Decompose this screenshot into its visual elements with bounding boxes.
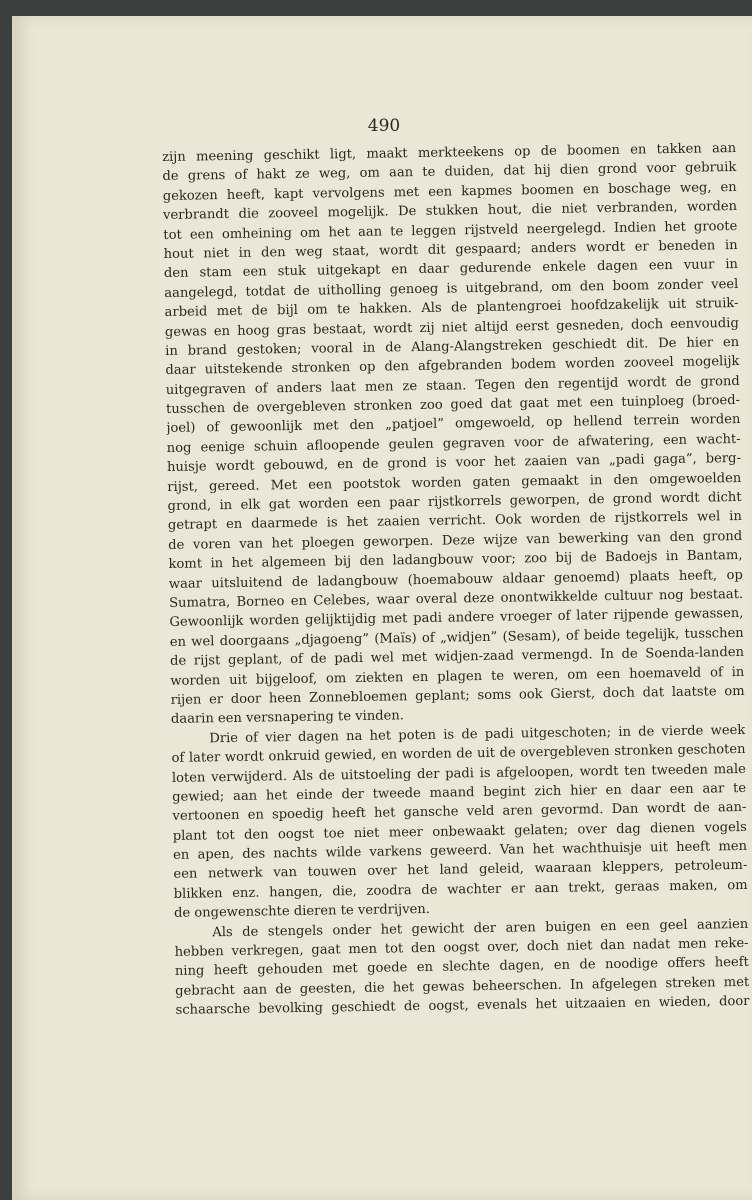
text-line: of later wordt onkruid gewied, en worden de uit de overgebleven stronken geschoten: [171, 742, 746, 767]
text-line: en apen, des nachts wilde varkens geweerd. Van het wachthuisje uit heeft men: [172, 838, 748, 863]
book-page: [12, 16, 752, 1200]
text-line: nog eenige schuin afloopende geulen gegraven voor de afwatering, een wacht-: [166, 431, 741, 456]
text-line: de voren van het ploegen geworpen. Deze wijze van bewerking van den grond: [168, 528, 743, 553]
text-line: zijn meening geschikt ligt, maakt merkteekens op de boomen en takken aan: [162, 140, 737, 165]
text-line: waar uitsluitend de ladangbouw (hoemabouw aldaar genoemd) plaats heeft, op: [168, 567, 743, 592]
text-line: daar uitstekende stronken op den afgebranden bodem worden zooveel mogelijk: [165, 354, 740, 379]
text-line: arbeid met de bijl om te hakken. Als de plantengroei hoofdzakelijk uit struik-: [164, 296, 739, 321]
text-line: daarin een versnapering te vinden.: [170, 708, 405, 728]
text-line: blikken enz. hangen, die, zoodra de wachter er aan trekt, geraas maken, om: [173, 877, 748, 902]
text-line: en wel doorgaans „djagoeng” (Maïs) of „widjen” (Sesam), of beide tegelijk, tusschen: [169, 625, 744, 650]
text-line: schaarsche bevolking geschiedt de oogst, evenals het uitzaaien en wieden, door: [175, 994, 750, 1019]
text-line: tot een omheining om het aan te leggen rijstveld neergelegd. Indien het groote: [163, 218, 738, 243]
text-line: plant tot den oogst toe niet meer onbewaakt gelaten; over dag dienen vogels: [172, 819, 747, 844]
text-line: gewied; aan het einde der tweede maand begint zich hier en daar een aar te: [172, 780, 747, 805]
text-line: Als de stengels onder het gewicht der aren buigen en een geel aanzien: [212, 916, 749, 940]
text-line: gewas en hoog gras bestaat, wordt zij niet altijd eerst gesneden, doch eenvoudig: [164, 315, 739, 340]
text-line: de ongewenschte dieren te verdrijven.: [173, 902, 431, 922]
text-line: in brand gestoken; vooral in de Alang-Alangstreken geschiedt dit. De hier en: [165, 334, 740, 359]
text-line: worden uit bijgeloof, om ziekten en plagen te weren, om een hoemaveld of in: [170, 664, 745, 689]
text-line: Gewoonlijk worden gelijktijdig met padi andere vroeger of later rijpende gewassen,: [169, 606, 744, 631]
text-line: verbrandt die zooveel mogelijk. De stukken hout, die niet verbranden, worden: [162, 199, 738, 224]
text-line: hebben verkregen, gaat men tot den oogst over, doch niet dan nadat men reke-: [174, 935, 749, 960]
text-line: getrapt en daarmede is het zaaien verricht. Ook worden de rijstkorrels wel in: [167, 509, 742, 534]
text-line: joel) of gewoonlijk met den „patjoel” omgewoeld, op hellend terrein worden: [166, 412, 741, 437]
text-line: huisje wordt gebouwd, en de grond is voor het zaaien van „padi gaga”, berg-: [166, 451, 742, 476]
text-line: vertoonen en spoedig heeft het gansche veld aren gevormd. Dan wordt de aan-: [172, 800, 747, 825]
text-line: rijen er door heen Zonnebloemen geplant; soms ook Gierst, doch dat laatste om: [170, 683, 745, 708]
text-line: een netwerk van touwen over het land geleid, waaraan kleppers, petroleum-: [173, 858, 748, 883]
text-line: tusschen de overgebleven stronken zoo goed dat gaat met een tuinploeg (broed-: [165, 393, 741, 418]
text-line: hout niet in den weg staat, wordt dit gespaard; anders wordt er beneden in: [163, 237, 738, 262]
page-number: 490: [367, 116, 401, 136]
text-line: Drie of vier dagen na het poten is de padi uitgeschoten; in de vierde week: [209, 722, 746, 747]
text-line: komt in het algemeen bij den ladangbouw voor; zoo bij de Badoejs in Bantam,: [168, 548, 743, 573]
text-line: gebracht aan de geesten, die het gewas beheerschen. In afgelegen streken met: [175, 974, 750, 999]
text-line: Sumatra, Borneo en Celebes, waar overal deze onontwikkelde cultuur nog bestaat.: [169, 586, 744, 611]
text-line: ning heeft gehouden met goede en slechte dagen, en de noodige offers heeft: [174, 955, 749, 980]
text-line: uitgegraven of anders laat men ze staan. Tegen den regentijd wordt de grond: [165, 373, 740, 398]
text-line: aangelegd, totdat de uitholling genoeg is uitgebrand, om den boom zonder veel: [164, 276, 739, 301]
text-line: rijst, gereed. Met een pootstok worden gaten gemaakt in den omgewoelden: [167, 470, 742, 495]
text-line: de rijst geplant, of de padi wel met widjen-zaad vermengd. In de Soenda-landen: [169, 645, 745, 670]
text-line: loten verwijderd. Als de uitstoeling der padi is afgeloopen, wordt ten tweeden male: [171, 761, 746, 786]
text-line: grond, in elk gat worden een paar rijstkorrels geworpen, de grond wordt dicht: [167, 489, 742, 514]
text-line: de grens of hakt ze weg, om aan te duiden, dat hij dien grond voor gebruik: [162, 160, 737, 185]
text-line: gekozen heeft, kapt vervolgens met een kapmes boomen en boschage weg, en: [162, 179, 737, 204]
body-text: [162, 139, 750, 1020]
text-line: den stam een stuk uitgekapt en daar gedurende enkele dagen een vuur in: [163, 257, 739, 282]
